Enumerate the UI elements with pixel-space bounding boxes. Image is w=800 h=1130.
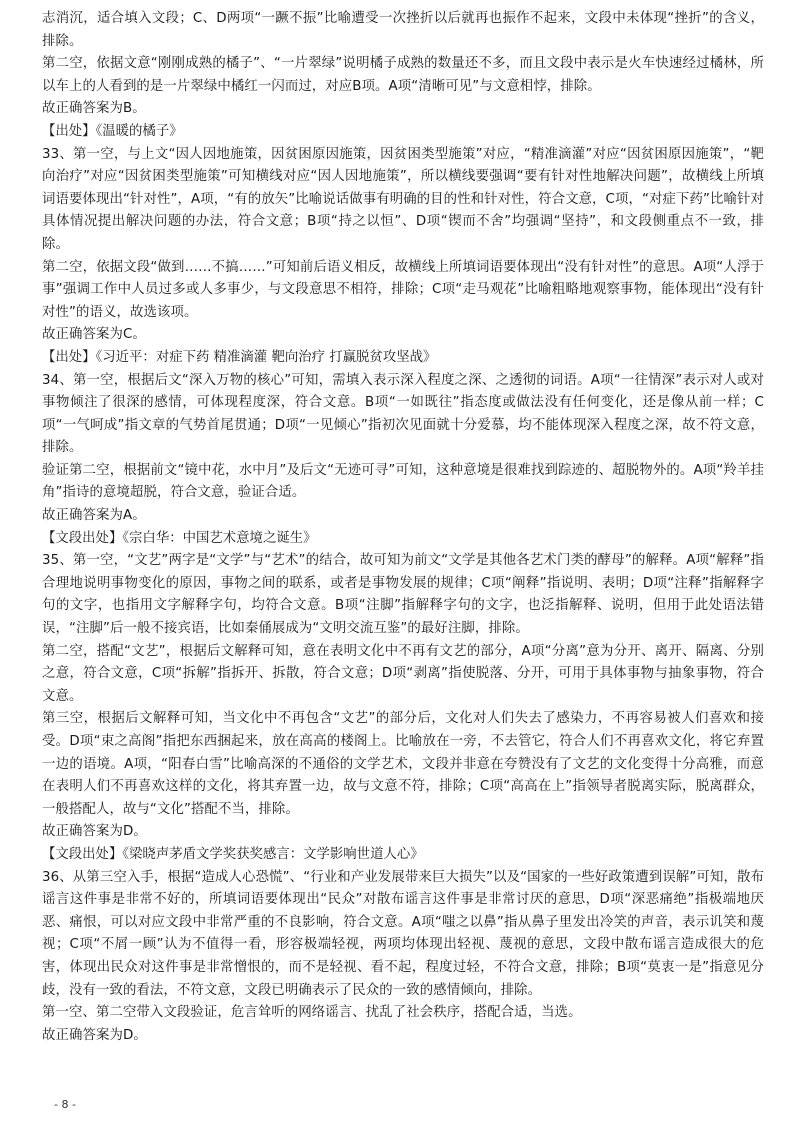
document-page <box>42 8 764 1047</box>
answer-34: 故正确答案为A。 <box>42 508 146 524</box>
paragraph-32-continuation: 志消沉，适合填入文段；C、D两项“一蹶不振”比喻遭受一次挫折以后就再也振作不起来，文段中未体现“挫折”的含义，排除。 <box>42 11 764 49</box>
question-33-second-blank: 第二空，依据文段“做到……不搞……”可知前后语义相反，故横线上所填词语要体现出“没有针对性”的意思。A项“人浮于事”强调工作中人员过多或人多事少，与文段意思不相符，排除；C项“走马观花”比喻粗略地观察事物，能体现出“没有针对性”的语义，故选该项。 <box>42 259 764 320</box>
source-32: 【出处】《温暖的橘子》 <box>42 123 183 139</box>
answer-35: 故正确答案为D。 <box>42 824 147 840</box>
question-36-first-second-blank: 第一空、第二空带入文段验证，危言耸听的网络谣言、扰乱了社会秩序，搭配合适，当选。 <box>42 1005 582 1021</box>
source-33: 【出处】《习近平：对症下药 精准滴灌 靶向治疗 打赢脱贫攻坚战》 <box>42 349 437 365</box>
question-33-first-blank: 33、第一空，与上文“因人因地施策，因贫困原因施策，因贫困类型施策”对应，“精准滴灌”对应“因贫困原因施策”，“靶向治疗”对应“因贫困类型施策”可知横线对应“因人因地施策”，所以横线要强调“要有针对性地解决问题”，故横线上所填词语要体现出“针对性”，A项，“有的放矢”比喻说话做事有明确的目的性和针对性，符合文意，C项，“对症下药”比喻针对具体情况提出解决问题的办法，符合文意；B项“持之以恒”、D项“锲而不舍”均强调“坚持”，和文段侧重点不一致，排除。 <box>42 146 764 252</box>
source-34: 【文段出处】《宗白华：中国艺术意境之诞生》 <box>42 530 317 546</box>
answer-36: 故正确答案为D。 <box>42 1027 147 1043</box>
page-number: - 8 - <box>54 1098 76 1111</box>
question-35-second-blank: 第二空，搭配“文艺”，根据后文解释可知，意在表明文化中不再有文艺的部分，A项“分离”意为分开、离开、隔离、分别之意，符合文意，C项“拆解”指拆开、拆散，符合文意；D项“剥离”指使脱落、分开，可用于具体事物与抽象事物，符合文意。 <box>42 643 764 704</box>
paragraph-32-second-blank: 第二空，依据文意“刚刚成熟的橘子”、“一片翠绿”说明橘子成熟的数量还不多，而且文段中表示是火车快速经过橘林，所以车上的人看到的是一片翠绿中橘红一闪而过，对应B项。A项“清晰可见”与文意相悖，排除。 <box>42 56 764 94</box>
question-35-first-blank: 35、第一空，“文艺”两字是“文学”与“艺术”的结合，故可知为前文“文学是其他各艺术门类的酵母”的解释。A项“解释”指合理地说明事物变化的原因，事物之间的联系，或者是事物发展的规律；C项“阐释”指说明、表明；D项“注释”指解释字句的文字，也指用文字解释字句，均符合文意。B项“注脚”指解释字句的文字，也泛指解释、说明，但用于此处语法错误，“注脚”后一般不接宾语，比如秦俑展成为“文明交流互鉴”的最好注脚，排除。 <box>42 553 764 637</box>
answer-33: 故正确答案为C。 <box>42 327 146 343</box>
source-35: 【文段出处】《梁晓声茅盾文学奖获奖感言：文学影响世道人心》 <box>42 846 424 862</box>
question-34-first-blank: 34、第一空，根据后文“深入万物的核心”可知，需填入表示深入程度之深、之透彻的词语。A项“一往情深”表示对人或对事物倾注了很深的感情，可体现程度深，符合文意。B项“一如既往”指态度或做法没有任何变化，还是像从前一样；C项“一气呵成”指文章的气势首尾贯通；D项“一见倾心”指初次见面就十分爱慕，均不能体现深入程度之深，故不符文意，排除。 <box>42 372 764 456</box>
question-35-third-blank: 第三空，根据后文解释可知，当文化中不再包含“文艺”的部分后，文化对人们失去了感染力，不再容易被人们喜欢和接受。D项“束之高阁”指把东西捆起来，放在高高的楼阁上。比喻放在一旁，不去管它，符合人们不再喜欢文化，将它弃置一边的语境。A项，“阳春白雪”比喻高深的不通俗的文学艺术，文段并非意在夸赞没有了文艺的文化变得十分高雅，而意在表明人们不再喜欢这样的文化，将其弃置一边，故与文意不符，排除；C项“高高在上”指领导者脱离实际，脱离群众，一般搭配人，故与“文化”搭配不当，排除。 <box>42 711 764 817</box>
question-34-second-blank: 验证第二空，根据前文“镜中花，水中月”及后文“无迹可寻”可知，这种意境是很难找到踪迹的、超脱物外的。A项“羚羊挂角”指诗的意境超脱，符合文意，验证合适。 <box>42 462 764 501</box>
answer-32: 故正确答案为B。 <box>42 101 146 117</box>
question-36-third-blank: 36、从第三空入手，根据“造成人心恐慌”、“行业和产业发展带来巨大损失”以及“国家的一些好政策遭到误解”可知，散布谣言这件事是非常不好的，所填词语要体现出“民众”对散布谣言这件事是非常讨厌的意思，D项“深恶痛绝”指极端地厌恶、痛恨，可以对应文段中非常严重的不良影响，符合文意。A项“嗤之以鼻”指从鼻子里发出冷笑的声音，表示讥笑和蔑视；C项“不屑一顾”认为不值得一看，形容极端轻视，两项均体现出轻视、蔑视的意思，文段中散布谣言造成很大的危害，体现出民众对这件事是非常憎恨的，而不是轻视、看不起，程度过轻，不符合文意，排除；B项“莫衷一是”指意见分歧，没有一致的看法，不符文意，文段已明确表示了民众的一致的感情倾向，排除。 <box>42 869 764 998</box>
